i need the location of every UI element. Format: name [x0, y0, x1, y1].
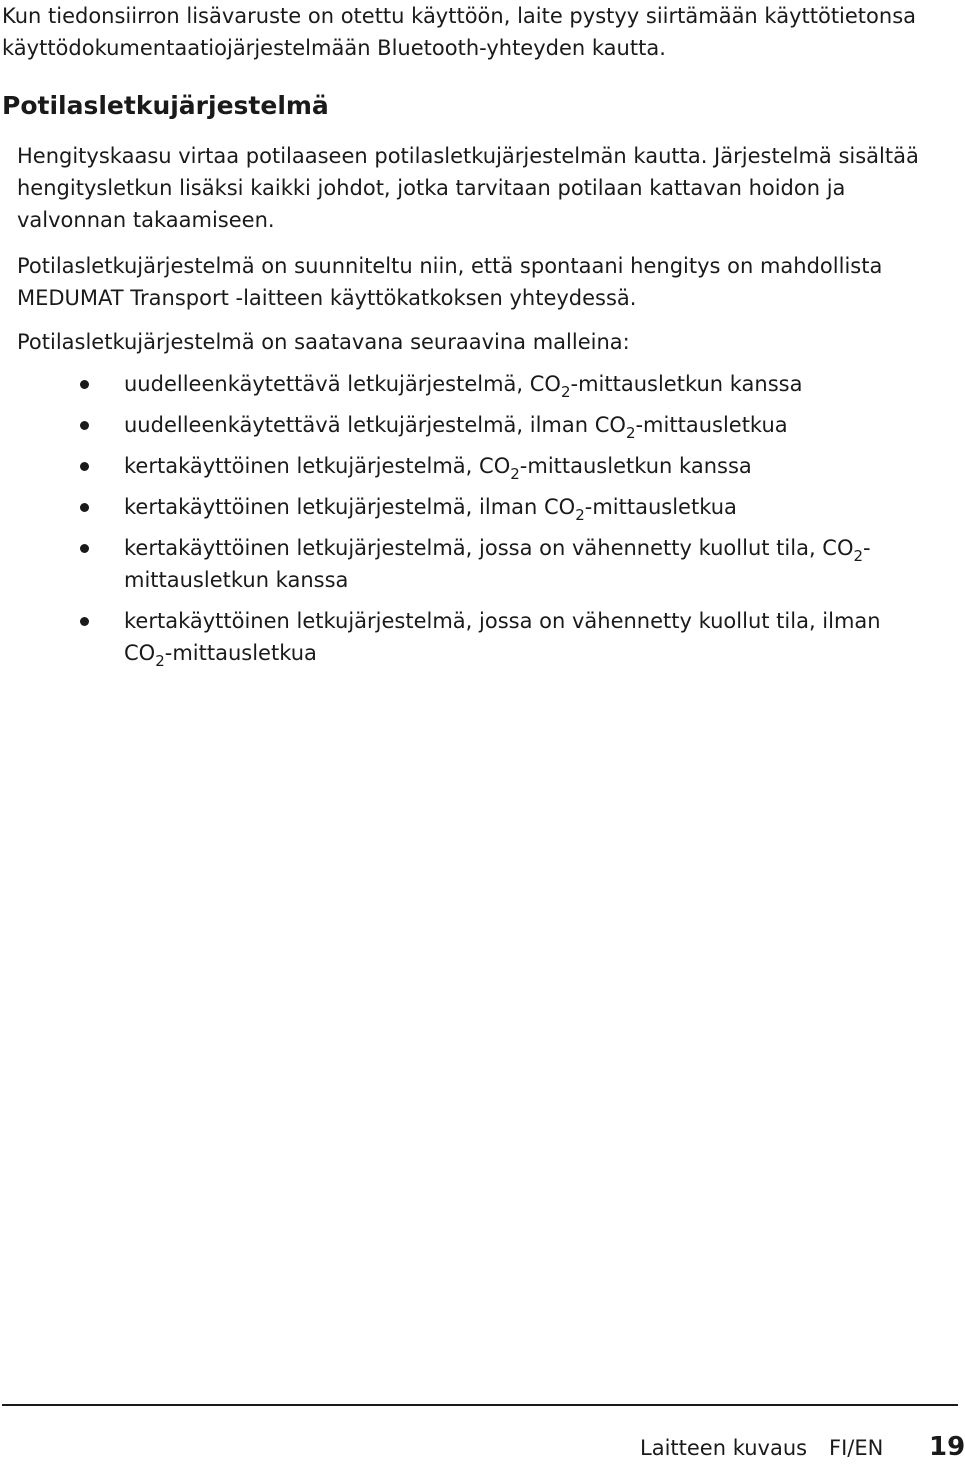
page-number: 19	[929, 1432, 965, 1462]
list-item	[0, 605, 884, 669]
list-item-text: -mittausletkun kanssa	[519, 454, 752, 478]
section-heading: Potilasletkujärjestelmä	[2, 91, 329, 120]
subscript-two: 2	[625, 424, 636, 442]
co-text: CO	[594, 413, 626, 437]
list-item-text: kertakäyttöinen letkujärjestelmä, jossa on vähennetty kuollut tila,	[124, 536, 823, 560]
models-intro-paragraph: Potilasletkujärjestelmä on saatavana seuraavina malleina:	[17, 330, 630, 354]
list-item-text: -mittausletkua	[584, 495, 737, 519]
list-item	[0, 450, 884, 482]
footer-language: FI/EN	[829, 1436, 884, 1460]
subscript-two: 2	[853, 547, 864, 565]
co-text: CO	[124, 641, 156, 665]
spontaneous-breathing-paragraph: Potilasletkujärjestelmä on suunniteltu niin, että spontaani hengitys on mahdollista MEDUMAT Transport -laitteen käyttökatkoksen yhteydessä.	[17, 254, 883, 310]
list-item-text: -mittausletkua	[164, 641, 317, 665]
description-paragraph: Hengityskaasu virtaa potilaaseen potilasletkujärjestelmän kautta. Järjestelmä sisältää hengitysletkun lisäksi kaikki johdot, jotka tarvitaan potilaan kattavan hoidon ja valvonnan takaamiseen.	[17, 144, 919, 232]
subscript-two: 2	[560, 383, 571, 401]
co-text: CO	[544, 495, 576, 519]
list-item-text: -mittausletkua	[635, 413, 788, 437]
footer-divider	[2, 1404, 958, 1406]
intro-paragraph: Kun tiedonsiirron lisävaruste on otettu käyttöön, laite pystyy siirtämään käyttötietonsa käyttödokumentaatiojärjestelmään Bluetooth-yhteyden kautta.	[2, 4, 917, 60]
co-text: CO	[822, 536, 854, 560]
list-item-text: -mittausletkun kanssa	[124, 536, 871, 592]
list-item-text: kertakäyttöinen letkujärjestelmä, ilman	[124, 495, 545, 519]
co-text: CO	[479, 454, 511, 478]
list-item	[0, 532, 884, 596]
footer-section-title: Laitteen kuvaus	[640, 1436, 808, 1460]
list-item-text: uudelleenkäytettävä letkujärjestelmä, ilman	[124, 413, 595, 437]
subscript-two: 2	[510, 465, 520, 483]
list-item	[0, 409, 884, 441]
list-item	[0, 368, 884, 400]
list-item-text: -mittausletkun kanssa	[570, 372, 803, 396]
list-item	[0, 491, 884, 523]
subscript-two: 2	[575, 506, 585, 524]
list-item-text: kertakäyttöinen letkujärjestelmä,	[124, 454, 480, 478]
list-item-text: kertakäyttöinen letkujärjestelmä, jossa on vähennetty kuollut tila, ilman	[124, 609, 881, 633]
subscript-two: 2	[155, 652, 165, 670]
list-item-text: uudelleenkäytettävä letkujärjestelmä,	[124, 372, 530, 396]
co-text: CO	[529, 372, 561, 396]
model-list	[0, 368, 960, 678]
